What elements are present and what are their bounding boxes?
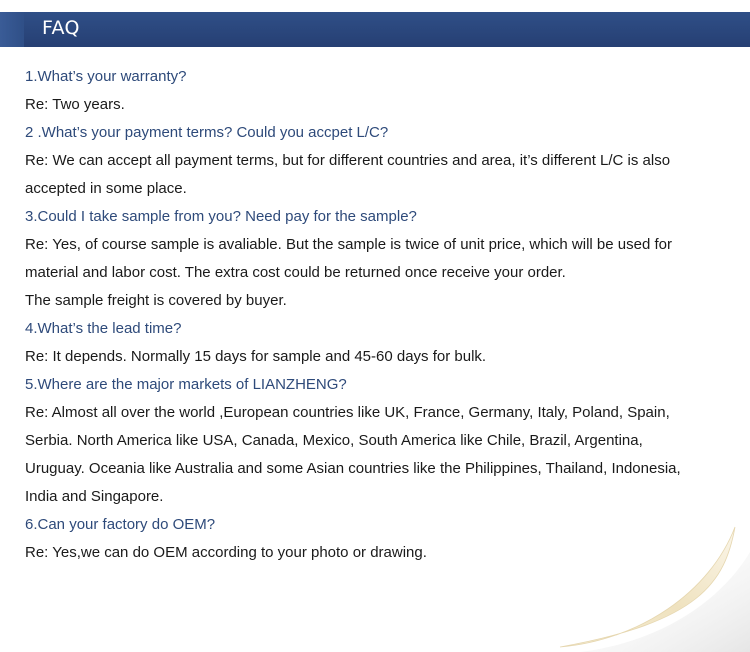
faq-list	[25, 63, 725, 567]
faq-answer: Re: It depends. Normally 15 days for sample and 45-60 days for bulk.	[25, 348, 487, 365]
page-title: FAQ	[42, 17, 80, 39]
faq-answer: Re: Yes, of course sample is avaliable. But the sample is twice of unit price, which will be used for material and labor cost. The extra cost could be returned once receive your order. The sample freight is covered by buyer.	[25, 236, 672, 309]
faq-answer: Re: Yes,we can do OEM according to your photo or drawing.	[25, 544, 427, 561]
header-accent	[0, 12, 24, 47]
faq-answer: Re: Almost all over the world ,European countries like UK, France, Germany, Italy, Poland, Spain, Serbia. North America like USA, Canada, Mexico, South America like Chile, Brazil, Argentina, Uruguay. Oceania like Australia and some Asian countries like the Philippines, Thailand, Indonesia, India and Singapore.	[25, 404, 681, 505]
faq-question: 5.Where are the major markets of LIANZHENG?	[25, 376, 347, 393]
faq-question: 6.Can your factory do OEM?	[25, 516, 216, 533]
faq-question: 4.What’s the lead time?	[25, 320, 182, 337]
faq-question: 1.What’s your warranty?	[25, 68, 187, 85]
faq-question: 3.Could I take sample from you? Need pay for the sample?	[25, 208, 417, 225]
faq-question: 2 .What’s your payment terms? Could you accpet L/C?	[25, 124, 389, 141]
page-curl-decoration	[550, 522, 750, 652]
faq-answer: Re: We can accept all payment terms, but for different countries and area, it’s different L/C is also accepted in some place.	[25, 152, 671, 197]
faq-header-bar	[0, 12, 750, 47]
faq-answer: Re: Two years.	[25, 96, 125, 113]
